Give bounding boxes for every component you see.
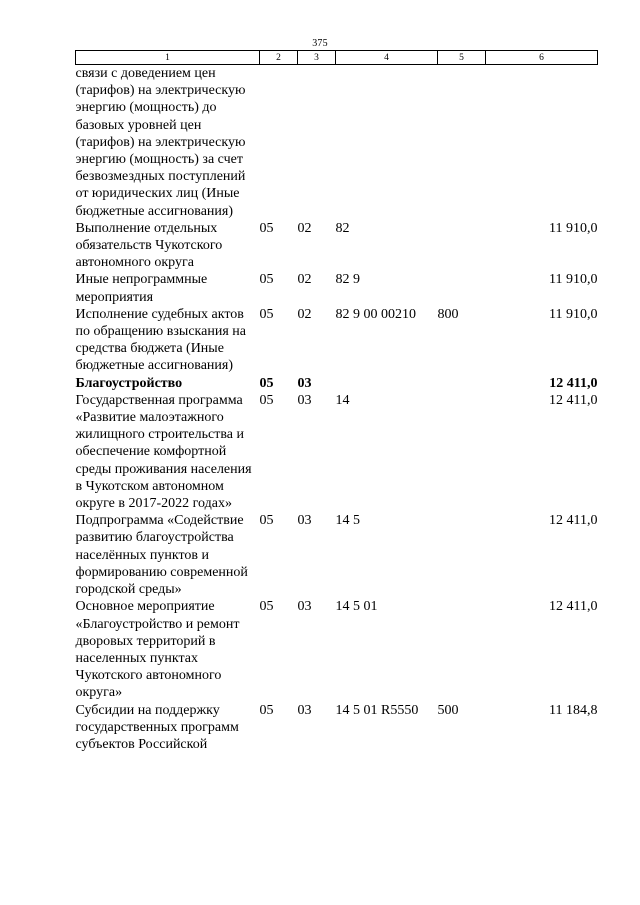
page-number: 375 — [312, 38, 328, 49]
row-expense-type — [438, 271, 486, 305]
table-row — [76, 220, 598, 272]
row-amount: 12 411,0 — [549, 392, 598, 408]
column-number: 3 — [298, 51, 336, 65]
table-row — [76, 512, 598, 598]
row-name: Выполнение отдельных обязательств Чукотского автономного округа — [75, 220, 223, 271]
table-row — [76, 306, 598, 375]
row-subsection: 03 — [297, 375, 312, 391]
table-row — [76, 65, 598, 220]
row-expense-type: 500 — [437, 702, 459, 718]
row-name: Субсидии на поддержку государственных программ субъектов Российской — [75, 702, 239, 752]
row-subsection: 02 — [297, 306, 312, 322]
row-amount: 12 411,0 — [549, 375, 598, 391]
row-amount: 12 411,0 — [549, 599, 598, 615]
table-row — [76, 598, 598, 701]
table-row — [76, 375, 598, 392]
column-number: 2 — [260, 51, 298, 65]
row-target-article: 14 5 — [335, 513, 360, 529]
row-section: 05 — [259, 220, 274, 236]
row-amount: 11 910,0 — [549, 220, 598, 236]
row-section: 05 — [259, 392, 274, 408]
table-body — [76, 65, 598, 754]
row-subsection: 03 — [297, 702, 312, 718]
row-section: 05 — [259, 599, 274, 615]
column-number: 5 — [438, 51, 486, 65]
row-expense-type — [438, 220, 486, 272]
row-expense-type — [438, 598, 486, 701]
row-target-article: 14 5 01 R5550 — [335, 702, 419, 718]
row-name: Исполнение судебных актов по обращению взыскания на средства бюджета (Иные бюджетные ассигнования) — [75, 306, 246, 374]
row-target-article — [336, 375, 438, 392]
row-expense-type — [438, 392, 486, 512]
row-section: 05 — [259, 375, 274, 391]
row-section: 05 — [259, 306, 274, 322]
row-name: Благоустройство — [75, 375, 183, 391]
row-subsection: 02 — [297, 272, 312, 288]
row-name: Подпрограмма «Содействие развитию благоустройства населённых пунктов и формированию современной городской среды» — [75, 513, 248, 598]
row-target-article: 82 9 — [335, 272, 360, 288]
row-amount — [486, 65, 598, 220]
row-expense-type — [438, 375, 486, 392]
row-subsection: 03 — [297, 392, 312, 408]
row-expense-type — [438, 512, 486, 598]
row-target-article: 14 5 01 — [335, 599, 378, 615]
row-name: Государственная программа «Развитие малоэтажного жилищного строительства и обеспечение комфортной среды проживания населения в Чукотском автономном округе в 2017-2022 годах» — [75, 392, 252, 512]
table-row — [76, 702, 598, 754]
row-amount: 11 184,8 — [549, 702, 598, 718]
row-target-article: 14 — [335, 392, 350, 408]
row-name: Основное мероприятие «Благоустройство и ремонт дворовых территорий в населенных пунктах Чукотского автономного округа» — [75, 599, 240, 701]
table-row — [76, 392, 598, 512]
row-subsection: 03 — [297, 599, 312, 615]
row-subsection: 02 — [297, 220, 312, 236]
row-target-article: 82 — [335, 220, 350, 236]
row-subsection — [298, 65, 336, 220]
table-row — [76, 271, 598, 305]
row-target-article: 82 9 00 00210 — [335, 306, 416, 322]
row-target-article — [336, 65, 438, 220]
column-number: 1 — [76, 51, 260, 65]
column-number: 4 — [336, 51, 438, 65]
row-amount: 11 910,0 — [549, 272, 598, 288]
row-expense-type — [438, 65, 486, 220]
row-name: связи с доведением цен (тарифов) на электрическую энергию (мощность) до базовых уровней цен (тарифов) на электрическую энергию (мощность) за счет безвозмездных поступлений от юридических лиц (Иные бюджетные ассигнования) — [75, 66, 246, 219]
row-amount: 11 910,0 — [549, 306, 598, 322]
row-subsection: 03 — [297, 513, 312, 529]
row-section: 05 — [259, 513, 274, 529]
row-section — [260, 65, 298, 220]
column-number: 6 — [486, 51, 598, 65]
column-number-row — [76, 51, 598, 65]
row-section: 05 — [259, 272, 274, 288]
row-amount: 12 411,0 — [549, 513, 598, 529]
row-name: Иные непрограммные мероприятия — [75, 272, 208, 305]
budget-table — [75, 50, 598, 753]
row-expense-type: 800 — [437, 306, 459, 322]
row-section: 05 — [259, 702, 274, 718]
